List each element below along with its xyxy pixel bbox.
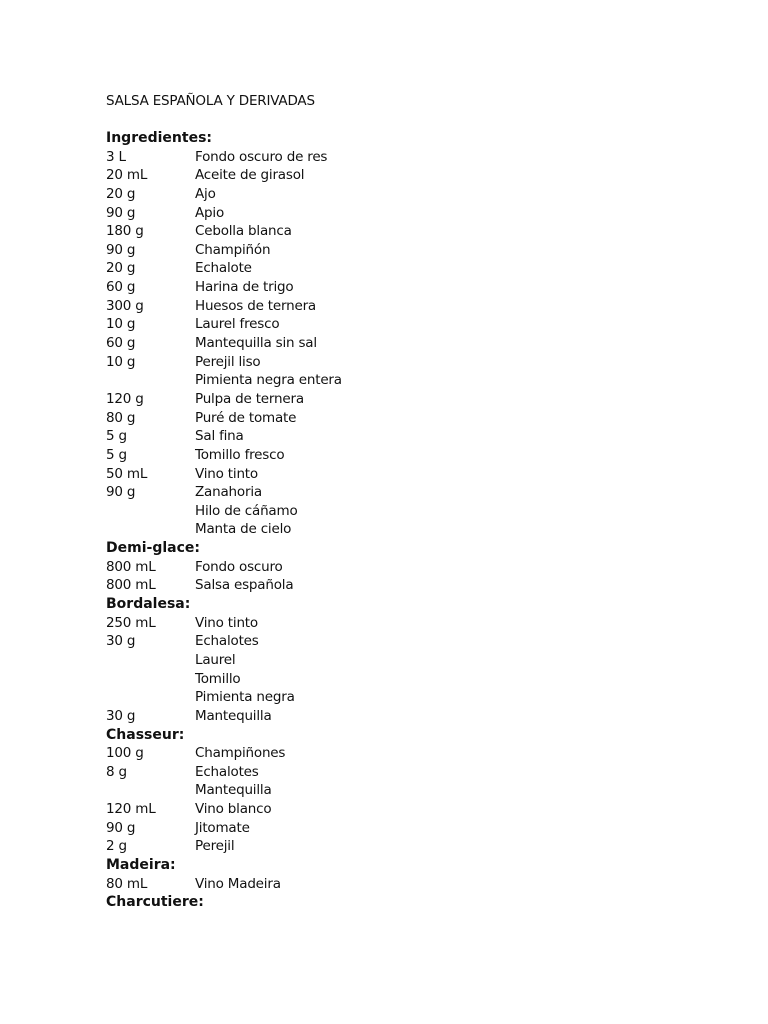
ingredient-row — [106, 222, 666, 241]
ingredient-quantity: 180 g — [106, 223, 144, 240]
ingredient-row — [106, 166, 666, 185]
ingredient-quantity: 60 g — [106, 335, 136, 352]
ingredient-quantity: 5 g — [106, 446, 127, 463]
ingredient-name: Echalote — [195, 260, 252, 277]
title-spacer — [106, 110, 666, 129]
ingredient-quantity: 300 g — [106, 297, 144, 314]
ingredient-name: Fondo oscuro — [195, 558, 283, 575]
ingredient-quantity: 20 g — [106, 185, 136, 202]
ingredient-name: Puré de tomate — [195, 409, 297, 426]
ingredient-name: Cebolla blanca — [195, 223, 292, 240]
ingredient-name: Mantequilla sin sal — [195, 335, 317, 352]
ingredient-quantity: 120 g — [106, 390, 144, 407]
ingredient-name: Tomillo fresco — [195, 446, 285, 463]
ingredient-name: Echalotes — [195, 763, 259, 780]
ingredient-name: Huesos de ternera — [195, 297, 316, 314]
ingredient-row — [106, 576, 666, 595]
ingredient-name: Harina de trigo — [195, 279, 294, 296]
ingredient-name: Mantequilla — [195, 782, 272, 799]
ingredient-name: Ajo — [195, 185, 216, 202]
section-heading: Bordalesa: — [106, 596, 191, 613]
ingredient-quantity: 20 g — [106, 260, 136, 277]
ingredient-quantity: 2 g — [106, 838, 127, 855]
ingredient-quantity: 20 mL — [106, 167, 148, 184]
recipe-section — [106, 726, 666, 856]
ingredient-row — [106, 465, 666, 484]
ingredient-quantity: 90 g — [106, 204, 136, 221]
document-title: SALSA ESPAÑOLA Y DERIVADAS — [106, 93, 315, 109]
ingredient-name: Aceite de girasol — [195, 167, 305, 184]
ingredient-name: Salsa española — [195, 577, 294, 594]
ingredient-quantity — [106, 502, 195, 521]
ingredient-quantity: 8 g — [106, 763, 127, 780]
ingredient-name: Apio — [195, 204, 225, 221]
ingredient-row — [106, 297, 666, 316]
ingredient-quantity: 800 mL — [106, 558, 156, 575]
ingredient-name: Laurel — [195, 651, 236, 668]
ingredient-quantity: 60 g — [106, 279, 136, 296]
ingredient-row — [106, 259, 666, 278]
ingredient-quantity: 90 g — [106, 819, 136, 836]
section-heading: Charcutiere: — [106, 894, 204, 911]
ingredient-quantity: 10 g — [106, 353, 136, 370]
section-heading: Madeira: — [106, 856, 176, 873]
ingredient-row — [106, 744, 666, 763]
ingredient-name: Hilo de cáñamo — [195, 502, 298, 519]
ingredient-name: Champiñón — [195, 241, 271, 258]
ingredient-row — [106, 241, 666, 260]
ingredient-row — [106, 371, 666, 390]
ingredient-row — [106, 875, 666, 894]
ingredient-row — [106, 558, 666, 577]
ingredient-row — [106, 800, 666, 819]
ingredient-row — [106, 446, 666, 465]
ingredient-row — [106, 185, 666, 204]
section-heading: Demi-glace: — [106, 540, 200, 557]
ingredient-quantity — [106, 688, 195, 707]
recipe-section — [106, 856, 666, 893]
section-heading: Chasseur: — [106, 726, 185, 743]
ingredient-row — [106, 427, 666, 446]
ingredient-row — [106, 781, 666, 800]
ingredient-name: Zanahoria — [195, 484, 262, 501]
ingredient-row — [106, 651, 666, 670]
ingredient-quantity: 3 L — [106, 148, 126, 165]
ingredient-row — [106, 390, 666, 409]
ingredient-name: Perejil liso — [195, 353, 261, 370]
ingredient-name: Pimienta negra entera — [195, 372, 342, 389]
ingredient-name: Tomillo — [195, 670, 241, 687]
ingredient-row — [106, 334, 666, 353]
ingredient-name: Sal fina — [195, 428, 244, 445]
ingredient-name: Fondo oscuro de res — [195, 148, 328, 165]
ingredient-quantity: 30 g — [106, 633, 136, 650]
ingredient-quantity — [106, 781, 195, 800]
recipe-section — [106, 539, 666, 595]
ingredient-row — [106, 520, 666, 539]
ingredient-quantity: 30 g — [106, 707, 136, 724]
ingredient-name: Vino blanco — [195, 801, 272, 818]
ingredient-quantity: 5 g — [106, 428, 127, 445]
ingredient-quantity: 800 mL — [106, 577, 156, 594]
ingredient-row — [106, 502, 666, 521]
ingredient-row — [106, 204, 666, 223]
recipe-section — [106, 129, 666, 539]
ingredient-quantity: 250 mL — [106, 614, 156, 631]
recipe-section — [106, 595, 666, 725]
ingredient-name: Perejil — [195, 838, 235, 855]
ingredient-name: Echalotes — [195, 633, 259, 650]
ingredient-name: Mantequilla — [195, 707, 272, 724]
ingredient-name: Pulpa de ternera — [195, 390, 304, 407]
document-page — [106, 92, 666, 912]
ingredient-quantity — [106, 670, 195, 689]
ingredient-row — [106, 483, 666, 502]
ingredient-quantity — [106, 520, 195, 539]
ingredient-row — [106, 278, 666, 297]
ingredient-row — [106, 315, 666, 334]
ingredient-name: Vino tinto — [195, 465, 258, 482]
section-heading: Ingredientes: — [106, 130, 212, 146]
ingredient-row — [106, 614, 666, 633]
ingredient-quantity: 80 g — [106, 409, 136, 426]
ingredient-quantity: 80 mL — [106, 875, 148, 892]
ingredient-row — [106, 763, 666, 782]
ingredient-name: Champiñones — [195, 745, 286, 762]
ingredient-quantity — [106, 651, 195, 670]
ingredient-name: Manta de cielo — [195, 521, 292, 538]
ingredient-quantity: 90 g — [106, 241, 136, 258]
ingredient-name: Vino tinto — [195, 614, 258, 631]
ingredient-row — [106, 837, 666, 856]
ingredient-row — [106, 688, 666, 707]
ingredient-name: Vino Madeira — [195, 875, 281, 892]
ingredient-name: Laurel fresco — [195, 316, 280, 333]
ingredient-row — [106, 819, 666, 838]
ingredient-quantity: 50 mL — [106, 465, 148, 482]
ingredient-quantity — [106, 371, 195, 390]
ingredient-row — [106, 707, 666, 726]
ingredient-quantity: 120 mL — [106, 801, 156, 818]
ingredient-row — [106, 353, 666, 372]
ingredient-quantity: 10 g — [106, 316, 136, 333]
ingredient-row — [106, 632, 666, 651]
ingredient-name: Pimienta negra — [195, 689, 295, 706]
ingredient-name: Jitomate — [195, 819, 250, 836]
ingredient-quantity: 90 g — [106, 484, 136, 501]
recipe-sections — [106, 129, 666, 912]
ingredient-quantity: 100 g — [106, 745, 144, 762]
ingredient-row — [106, 409, 666, 428]
recipe-section — [106, 893, 666, 912]
ingredient-row — [106, 148, 666, 167]
ingredient-row — [106, 670, 666, 689]
